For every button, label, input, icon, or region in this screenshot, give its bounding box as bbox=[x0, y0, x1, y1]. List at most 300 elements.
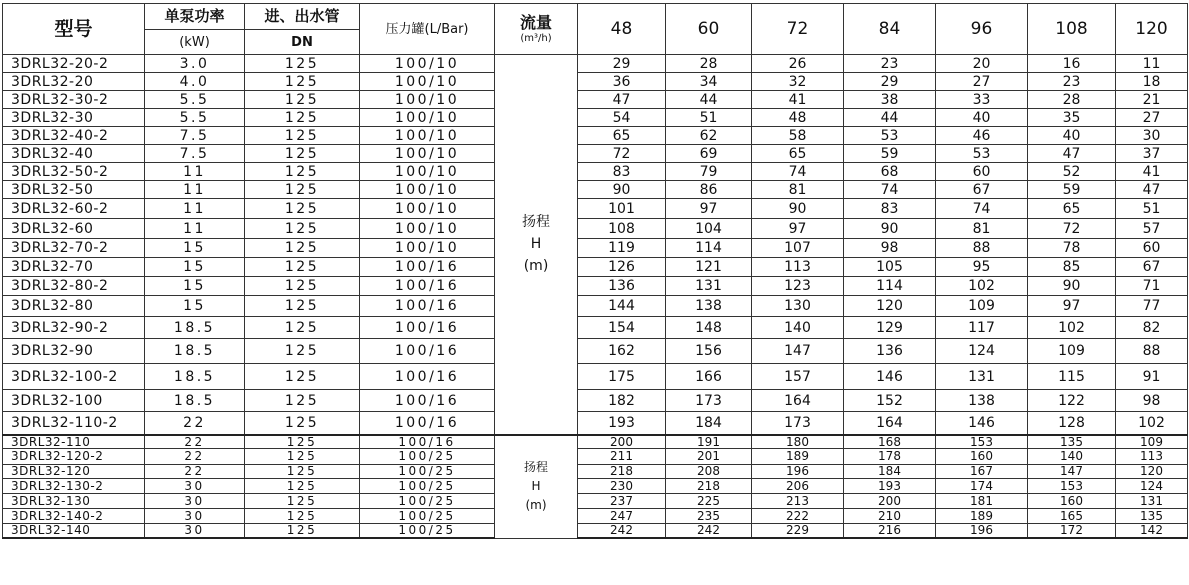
dn-cell: 125 bbox=[245, 523, 360, 538]
model-cell: 3DRL32-50 bbox=[3, 181, 145, 199]
head-value-cell: 147 bbox=[752, 339, 844, 364]
head-value-cell: 82 bbox=[1116, 317, 1188, 339]
head-value-cell: 28 bbox=[666, 55, 752, 73]
table-row bbox=[3, 127, 1188, 145]
head-value-cell: 120 bbox=[1116, 464, 1188, 478]
head-value-cell: 225 bbox=[666, 493, 752, 508]
power-cell: 3.0 bbox=[145, 55, 245, 73]
power-cell: 18.5 bbox=[145, 317, 245, 339]
head-value-cell: 30 bbox=[1116, 127, 1188, 145]
head-value-cell: 196 bbox=[936, 523, 1028, 538]
head-value-cell: 91 bbox=[1116, 364, 1188, 390]
model-cell: 3DRL32-100 bbox=[3, 390, 145, 412]
head-value-cell: 51 bbox=[1116, 199, 1188, 219]
table-row bbox=[3, 390, 1188, 412]
head-value-cell: 121 bbox=[666, 258, 752, 277]
head-value-cell: 102 bbox=[1116, 412, 1188, 435]
head-value-cell: 102 bbox=[1028, 317, 1116, 339]
dn-cell: 125 bbox=[245, 339, 360, 364]
head-value-cell: 38 bbox=[844, 91, 936, 109]
power-cell: 15 bbox=[145, 296, 245, 317]
flow-header bbox=[495, 4, 578, 55]
head-value-cell: 88 bbox=[1116, 339, 1188, 364]
power-cell: 15 bbox=[145, 239, 245, 258]
head-value-cell: 88 bbox=[936, 239, 1028, 258]
head-value-cell: 23 bbox=[1028, 73, 1116, 91]
head-value-cell: 62 bbox=[666, 127, 752, 145]
head-value-cell: 160 bbox=[1028, 493, 1116, 508]
head-value-cell: 152 bbox=[844, 390, 936, 412]
dn-cell: 125 bbox=[245, 127, 360, 145]
power-cell: 30 bbox=[145, 493, 245, 508]
dn-cell: 125 bbox=[245, 239, 360, 258]
power-cell: 22 bbox=[145, 464, 245, 478]
dn-cell: 125 bbox=[245, 109, 360, 127]
tank-cell: 100/25 bbox=[360, 478, 495, 493]
head-value-cell: 81 bbox=[752, 181, 844, 199]
head-value-cell: 164 bbox=[752, 390, 844, 412]
table-row bbox=[3, 412, 1188, 435]
head-value-cell: 172 bbox=[1028, 523, 1116, 538]
head-value-cell: 122 bbox=[1028, 390, 1116, 412]
head-value-cell: 90 bbox=[844, 219, 936, 239]
head-value-cell: 57 bbox=[1116, 219, 1188, 239]
head-value-cell: 40 bbox=[936, 109, 1028, 127]
tank-cell: 100/16 bbox=[360, 258, 495, 277]
head-value-cell: 191 bbox=[666, 435, 752, 449]
head-value-cell: 72 bbox=[578, 145, 666, 163]
head-value-cell: 146 bbox=[844, 364, 936, 390]
head-value-cell: 37 bbox=[1116, 145, 1188, 163]
lift-label-group1 bbox=[495, 55, 578, 435]
head-value-cell: 142 bbox=[1116, 523, 1188, 538]
tank-cell: 100/25 bbox=[360, 493, 495, 508]
tank-cell: 100/10 bbox=[360, 91, 495, 109]
head-value-cell: 130 bbox=[752, 296, 844, 317]
table-body bbox=[3, 4, 1188, 539]
lift-label-line3: (m) bbox=[523, 258, 549, 275]
head-value-cell: 11 bbox=[1116, 55, 1188, 73]
model-cell: 3DRL32-110 bbox=[3, 435, 145, 449]
head-value-cell: 135 bbox=[1028, 435, 1116, 449]
power-cell: 11 bbox=[145, 219, 245, 239]
head-value-cell: 41 bbox=[1116, 163, 1188, 181]
head-value-cell: 107 bbox=[752, 239, 844, 258]
flow-label: 流量 bbox=[519, 12, 552, 32]
head-value-cell: 148 bbox=[666, 317, 752, 339]
tank-cell: 100/25 bbox=[360, 508, 495, 523]
power-unit: (kW) bbox=[145, 30, 245, 55]
flow-col-72: 72 bbox=[752, 4, 844, 55]
power-cell: 18.5 bbox=[145, 339, 245, 364]
tank-cell: 100/10 bbox=[360, 181, 495, 199]
head-value-cell: 180 bbox=[752, 435, 844, 449]
head-value-cell: 48 bbox=[752, 109, 844, 127]
head-value-cell: 60 bbox=[1116, 239, 1188, 258]
tank-cell: 100/16 bbox=[360, 277, 495, 296]
head-value-cell: 81 bbox=[936, 219, 1028, 239]
head-value-cell: 193 bbox=[844, 478, 936, 493]
table-row bbox=[3, 145, 1188, 163]
tank-cell: 100/25 bbox=[360, 448, 495, 464]
tank-cell: 100/10 bbox=[360, 127, 495, 145]
power-cell: 4.0 bbox=[145, 73, 245, 91]
table-row bbox=[3, 199, 1188, 219]
model-cell: 3DRL32-60 bbox=[3, 219, 145, 239]
model-cell: 3DRL32-80-2 bbox=[3, 277, 145, 296]
head-value-cell: 95 bbox=[936, 258, 1028, 277]
flow-col-48: 48 bbox=[578, 4, 666, 55]
power-cell: 11 bbox=[145, 181, 245, 199]
model-cell: 3DRL32-70-2 bbox=[3, 239, 145, 258]
head-value-cell: 126 bbox=[578, 258, 666, 277]
head-value-cell: 222 bbox=[752, 508, 844, 523]
head-value-cell: 182 bbox=[578, 390, 666, 412]
power-cell: 5.5 bbox=[145, 91, 245, 109]
head-value-cell: 242 bbox=[666, 523, 752, 538]
head-value-cell: 72 bbox=[1028, 219, 1116, 239]
head-value-cell: 60 bbox=[936, 163, 1028, 181]
flow-col-60: 60 bbox=[666, 4, 752, 55]
head-value-cell: 65 bbox=[578, 127, 666, 145]
head-value-cell: 109 bbox=[936, 296, 1028, 317]
head-value-cell: 131 bbox=[936, 364, 1028, 390]
head-value-cell: 193 bbox=[578, 412, 666, 435]
head-value-cell: 230 bbox=[578, 478, 666, 493]
head-value-cell: 58 bbox=[752, 127, 844, 145]
dn-cell: 125 bbox=[245, 219, 360, 239]
head-value-cell: 47 bbox=[1028, 145, 1116, 163]
head-value-cell: 77 bbox=[1116, 296, 1188, 317]
flow-col-84: 84 bbox=[844, 4, 936, 55]
head-value-cell: 184 bbox=[666, 412, 752, 435]
power-cell: 11 bbox=[145, 199, 245, 219]
model-cell: 3DRL32-40 bbox=[3, 145, 145, 163]
head-value-cell: 20 bbox=[936, 55, 1028, 73]
pump-performance-table bbox=[2, 3, 1188, 539]
model-cell: 3DRL32-70 bbox=[3, 258, 145, 277]
table-row bbox=[3, 91, 1188, 109]
table-row bbox=[3, 163, 1188, 181]
head-value-cell: 129 bbox=[844, 317, 936, 339]
head-value-cell: 69 bbox=[666, 145, 752, 163]
head-value-cell: 164 bbox=[844, 412, 936, 435]
head-value-cell: 18 bbox=[1116, 73, 1188, 91]
dn-cell: 125 bbox=[245, 199, 360, 219]
head-value-cell: 26 bbox=[752, 55, 844, 73]
head-value-cell: 33 bbox=[936, 91, 1028, 109]
head-value-cell: 166 bbox=[666, 364, 752, 390]
pipe-unit: DN bbox=[245, 30, 360, 55]
head-value-cell: 67 bbox=[1116, 258, 1188, 277]
model-header: 型号 bbox=[3, 4, 145, 55]
head-value-cell: 210 bbox=[844, 508, 936, 523]
tank-cell: 100/16 bbox=[360, 317, 495, 339]
head-value-cell: 113 bbox=[752, 258, 844, 277]
lift-label-group2 bbox=[495, 435, 578, 539]
tank-cell: 100/10 bbox=[360, 145, 495, 163]
head-value-cell: 189 bbox=[752, 448, 844, 464]
tank-header: 压力罐(L/Bar) bbox=[360, 4, 495, 55]
head-value-cell: 41 bbox=[752, 91, 844, 109]
head-value-cell: 146 bbox=[936, 412, 1028, 435]
tank-cell: 100/10 bbox=[360, 73, 495, 91]
head-value-cell: 114 bbox=[844, 277, 936, 296]
head-value-cell: 140 bbox=[1028, 448, 1116, 464]
flow-col-120: 120 bbox=[1116, 4, 1188, 55]
head-value-cell: 44 bbox=[844, 109, 936, 127]
power-cell: 5.5 bbox=[145, 109, 245, 127]
lift-label-line1: 扬程 bbox=[522, 213, 550, 230]
table-row bbox=[3, 339, 1188, 364]
head-value-cell: 247 bbox=[578, 508, 666, 523]
head-value-cell: 79 bbox=[666, 163, 752, 181]
power-cell: 30 bbox=[145, 508, 245, 523]
head-value-cell: 173 bbox=[752, 412, 844, 435]
head-value-cell: 35 bbox=[1028, 109, 1116, 127]
power-cell: 7.5 bbox=[145, 145, 245, 163]
flow-unit: (m³/h) bbox=[520, 32, 552, 44]
dn-cell: 125 bbox=[245, 317, 360, 339]
model-cell: 3DRL32-110-2 bbox=[3, 412, 145, 435]
head-value-cell: 135 bbox=[1116, 508, 1188, 523]
head-value-cell: 85 bbox=[1028, 258, 1116, 277]
head-value-cell: 235 bbox=[666, 508, 752, 523]
head-value-cell: 40 bbox=[1028, 127, 1116, 145]
tank-cell: 100/16 bbox=[360, 364, 495, 390]
head-value-cell: 68 bbox=[844, 163, 936, 181]
head-value-cell: 102 bbox=[936, 277, 1028, 296]
head-value-cell: 157 bbox=[752, 364, 844, 390]
power-cell: 11 bbox=[145, 163, 245, 181]
table-row bbox=[3, 55, 1188, 73]
dn-cell: 125 bbox=[245, 412, 360, 435]
head-value-cell: 181 bbox=[936, 493, 1028, 508]
head-value-cell: 28 bbox=[1028, 91, 1116, 109]
head-value-cell: 101 bbox=[578, 199, 666, 219]
tank-cell: 100/16 bbox=[360, 412, 495, 435]
flow-col-96: 96 bbox=[936, 4, 1028, 55]
head-value-cell: 147 bbox=[1028, 464, 1116, 478]
head-value-cell: 124 bbox=[1116, 478, 1188, 493]
power-cell: 22 bbox=[145, 448, 245, 464]
head-value-cell: 200 bbox=[844, 493, 936, 508]
head-value-cell: 120 bbox=[844, 296, 936, 317]
tank-cell: 100/16 bbox=[360, 390, 495, 412]
head-value-cell: 83 bbox=[578, 163, 666, 181]
power-cell: 22 bbox=[145, 435, 245, 449]
head-value-cell: 178 bbox=[844, 448, 936, 464]
head-value-cell: 47 bbox=[578, 91, 666, 109]
head-value-cell: 218 bbox=[666, 478, 752, 493]
head-value-cell: 167 bbox=[936, 464, 1028, 478]
head-value-cell: 123 bbox=[752, 277, 844, 296]
head-value-cell: 54 bbox=[578, 109, 666, 127]
head-value-cell: 156 bbox=[666, 339, 752, 364]
tank-cell: 100/25 bbox=[360, 523, 495, 538]
dn-cell: 125 bbox=[245, 145, 360, 163]
power-cell: 7.5 bbox=[145, 127, 245, 145]
head-value-cell: 237 bbox=[578, 493, 666, 508]
power-cell: 30 bbox=[145, 523, 245, 538]
head-value-cell: 104 bbox=[666, 219, 752, 239]
head-value-cell: 29 bbox=[578, 55, 666, 73]
head-value-cell: 78 bbox=[1028, 239, 1116, 258]
head-value-cell: 117 bbox=[936, 317, 1028, 339]
head-value-cell: 109 bbox=[1116, 435, 1188, 449]
dn-cell: 125 bbox=[245, 435, 360, 449]
model-cell: 3DRL32-90 bbox=[3, 339, 145, 364]
head-value-cell: 51 bbox=[666, 109, 752, 127]
head-value-cell: 119 bbox=[578, 239, 666, 258]
head-value-cell: 83 bbox=[844, 199, 936, 219]
head-value-cell: 27 bbox=[1116, 109, 1188, 127]
lift-label-line2: H bbox=[531, 478, 541, 493]
head-value-cell: 208 bbox=[666, 464, 752, 478]
dn-cell: 125 bbox=[245, 508, 360, 523]
model-cell: 3DRL32-30 bbox=[3, 109, 145, 127]
head-value-cell: 131 bbox=[666, 277, 752, 296]
model-cell: 3DRL32-130 bbox=[3, 493, 145, 508]
tank-cell: 100/10 bbox=[360, 219, 495, 239]
model-cell: 3DRL32-20-2 bbox=[3, 55, 145, 73]
head-value-cell: 162 bbox=[578, 339, 666, 364]
head-value-cell: 213 bbox=[752, 493, 844, 508]
tank-cell: 100/10 bbox=[360, 199, 495, 219]
head-value-cell: 65 bbox=[1028, 199, 1116, 219]
head-value-cell: 201 bbox=[666, 448, 752, 464]
power-cell: 15 bbox=[145, 277, 245, 296]
head-value-cell: 206 bbox=[752, 478, 844, 493]
table-row bbox=[3, 73, 1188, 91]
head-value-cell: 16 bbox=[1028, 55, 1116, 73]
head-value-cell: 136 bbox=[844, 339, 936, 364]
model-cell: 3DRL32-30-2 bbox=[3, 91, 145, 109]
head-value-cell: 74 bbox=[844, 181, 936, 199]
dn-cell: 125 bbox=[245, 390, 360, 412]
head-value-cell: 53 bbox=[844, 127, 936, 145]
dn-cell: 125 bbox=[245, 91, 360, 109]
head-value-cell: 23 bbox=[844, 55, 936, 73]
head-value-cell: 98 bbox=[1116, 390, 1188, 412]
table-row bbox=[3, 181, 1188, 199]
tank-cell: 100/16 bbox=[360, 296, 495, 317]
table-row bbox=[3, 364, 1188, 390]
dn-cell: 125 bbox=[245, 258, 360, 277]
head-value-cell: 27 bbox=[936, 73, 1028, 91]
flow-col-108: 108 bbox=[1028, 4, 1116, 55]
power-cell: 18.5 bbox=[145, 364, 245, 390]
head-value-cell: 98 bbox=[844, 239, 936, 258]
head-value-cell: 168 bbox=[844, 435, 936, 449]
head-value-cell: 21 bbox=[1116, 91, 1188, 109]
power-cell: 15 bbox=[145, 258, 245, 277]
head-value-cell: 97 bbox=[666, 199, 752, 219]
tank-cell: 100/16 bbox=[360, 435, 495, 449]
model-cell: 3DRL32-40-2 bbox=[3, 127, 145, 145]
pump-spec-sheet bbox=[2, 3, 1187, 583]
tank-cell: 100/10 bbox=[360, 109, 495, 127]
head-value-cell: 196 bbox=[752, 464, 844, 478]
table-row bbox=[3, 219, 1188, 239]
dn-cell: 125 bbox=[245, 364, 360, 390]
head-value-cell: 32 bbox=[752, 73, 844, 91]
head-value-cell: 47 bbox=[1116, 181, 1188, 199]
head-value-cell: 138 bbox=[666, 296, 752, 317]
dn-cell: 125 bbox=[245, 277, 360, 296]
head-value-cell: 211 bbox=[578, 448, 666, 464]
head-value-cell: 71 bbox=[1116, 277, 1188, 296]
head-value-cell: 173 bbox=[666, 390, 752, 412]
head-value-cell: 128 bbox=[1028, 412, 1116, 435]
head-value-cell: 216 bbox=[844, 523, 936, 538]
dn-cell: 125 bbox=[245, 448, 360, 464]
head-value-cell: 113 bbox=[1116, 448, 1188, 464]
table-row bbox=[3, 508, 1188, 523]
dn-cell: 125 bbox=[245, 296, 360, 317]
dn-cell: 125 bbox=[245, 55, 360, 73]
table-row bbox=[3, 317, 1188, 339]
head-value-cell: 189 bbox=[936, 508, 1028, 523]
model-cell: 3DRL32-140 bbox=[3, 523, 145, 538]
model-cell: 3DRL32-50-2 bbox=[3, 163, 145, 181]
tank-cell: 100/10 bbox=[360, 239, 495, 258]
head-value-cell: 175 bbox=[578, 364, 666, 390]
tank-cell: 100/10 bbox=[360, 55, 495, 73]
table-row bbox=[3, 435, 1188, 449]
head-value-cell: 131 bbox=[1116, 493, 1188, 508]
lift-label-line1: 扬程 bbox=[523, 459, 548, 474]
head-value-cell: 229 bbox=[752, 523, 844, 538]
power-cell: 30 bbox=[145, 478, 245, 493]
table-row bbox=[3, 277, 1188, 296]
lift-label-line2: H bbox=[530, 236, 542, 253]
head-value-cell: 124 bbox=[936, 339, 1028, 364]
head-value-cell: 184 bbox=[844, 464, 936, 478]
head-value-cell: 59 bbox=[844, 145, 936, 163]
table-row bbox=[3, 109, 1188, 127]
head-value-cell: 153 bbox=[1028, 478, 1116, 493]
dn-cell: 125 bbox=[245, 181, 360, 199]
head-value-cell: 136 bbox=[578, 277, 666, 296]
tank-cell: 100/25 bbox=[360, 464, 495, 478]
head-value-cell: 59 bbox=[1028, 181, 1116, 199]
head-value-cell: 115 bbox=[1028, 364, 1116, 390]
head-value-cell: 154 bbox=[578, 317, 666, 339]
power-header: 单泵功率 bbox=[145, 4, 245, 30]
head-value-cell: 90 bbox=[752, 199, 844, 219]
head-value-cell: 34 bbox=[666, 73, 752, 91]
model-cell: 3DRL32-60-2 bbox=[3, 199, 145, 219]
head-value-cell: 53 bbox=[936, 145, 1028, 163]
model-cell: 3DRL32-90-2 bbox=[3, 317, 145, 339]
head-value-cell: 90 bbox=[578, 181, 666, 199]
head-value-cell: 114 bbox=[666, 239, 752, 258]
head-value-cell: 97 bbox=[752, 219, 844, 239]
head-value-cell: 242 bbox=[578, 523, 666, 538]
head-value-cell: 109 bbox=[1028, 339, 1116, 364]
head-value-cell: 86 bbox=[666, 181, 752, 199]
head-value-cell: 174 bbox=[936, 478, 1028, 493]
head-value-cell: 67 bbox=[936, 181, 1028, 199]
dn-cell: 125 bbox=[245, 493, 360, 508]
dn-cell: 125 bbox=[245, 73, 360, 91]
pipe-header: 进、出水管 bbox=[245, 4, 360, 30]
model-cell: 3DRL32-120-2 bbox=[3, 448, 145, 464]
head-value-cell: 90 bbox=[1028, 277, 1116, 296]
head-value-cell: 74 bbox=[936, 199, 1028, 219]
lift-label-line3: (m) bbox=[525, 498, 547, 513]
